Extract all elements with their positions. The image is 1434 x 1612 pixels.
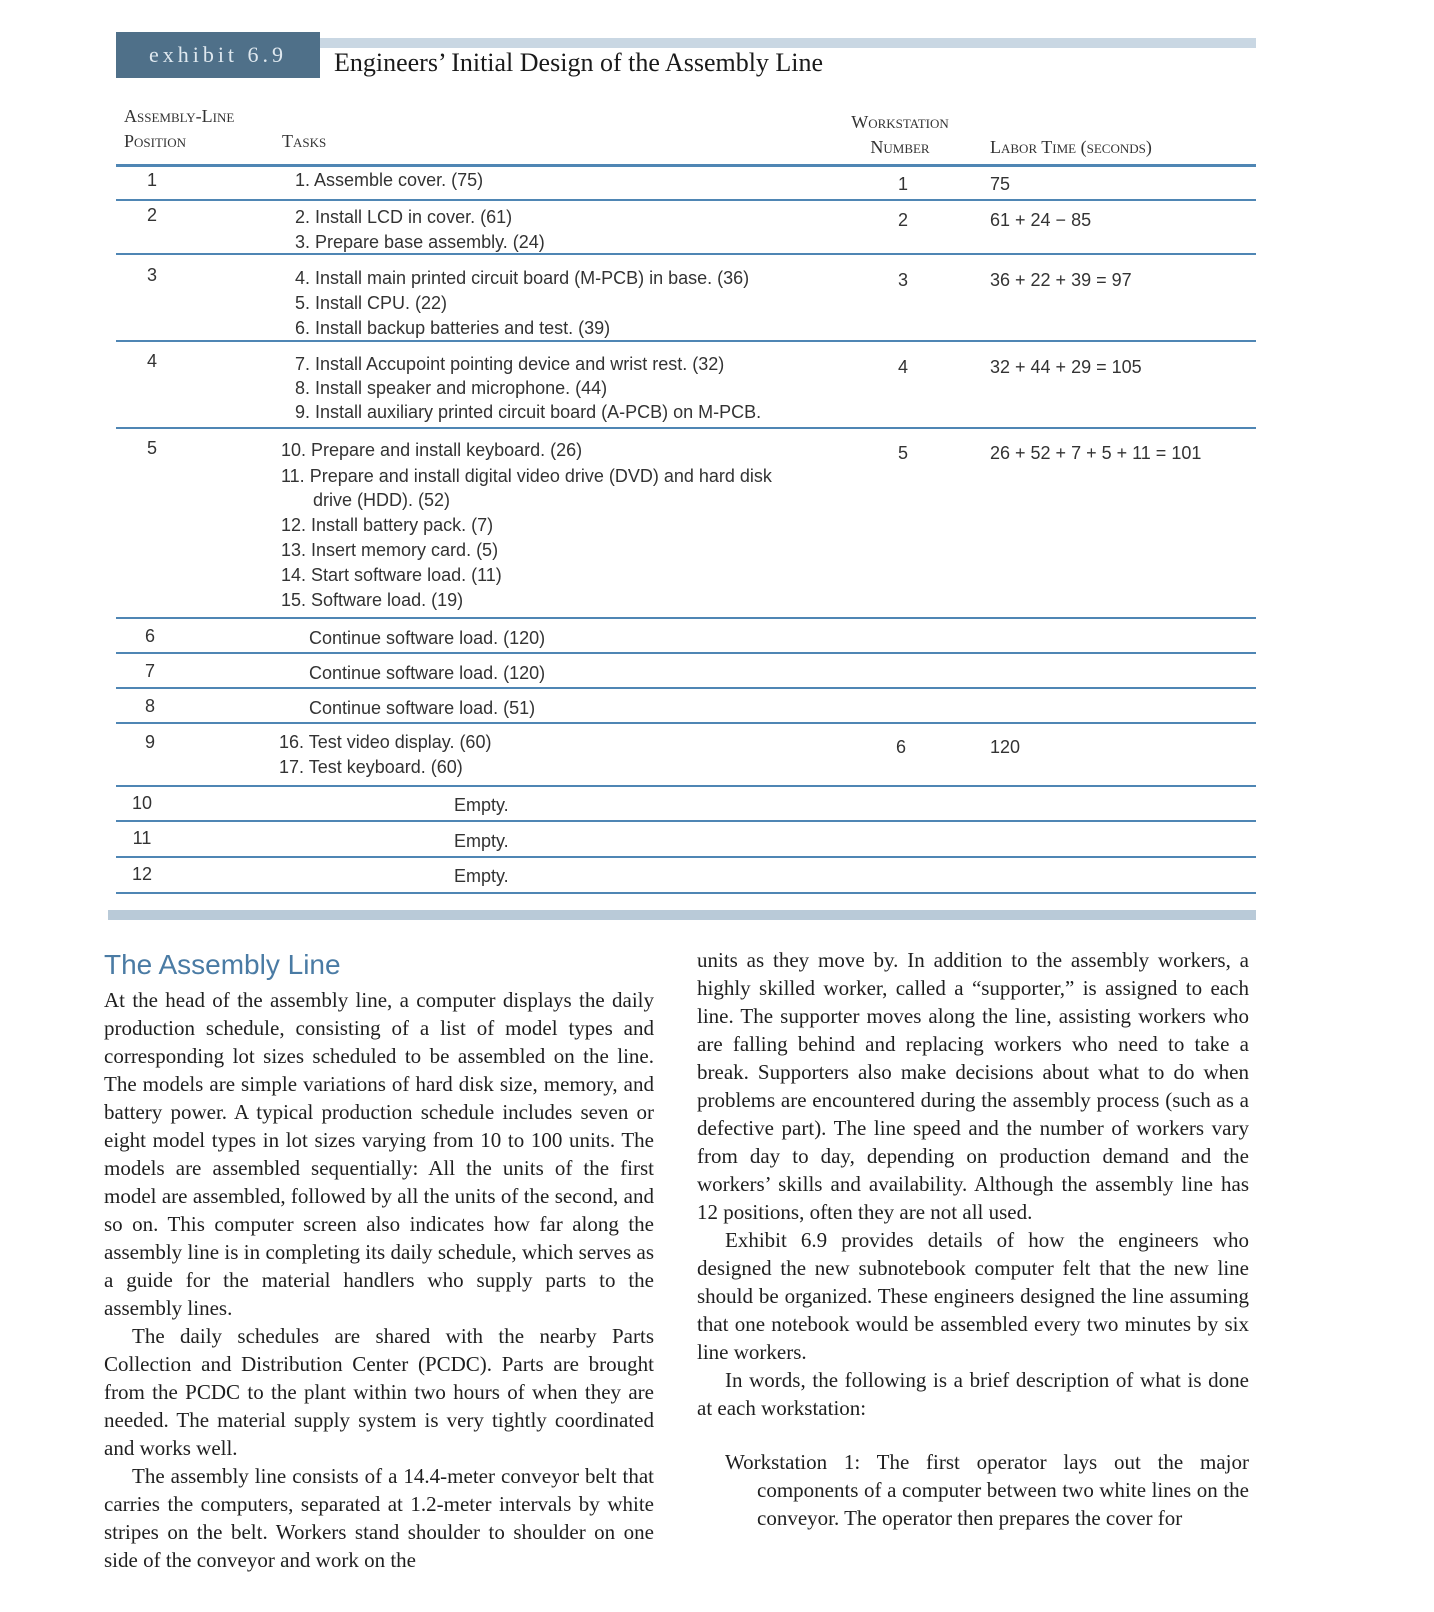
row-task: Empty.	[454, 831, 509, 851]
row-position: 5	[146, 438, 157, 458]
row-task: 12. Install battery pack. (7)	[281, 515, 494, 535]
workstation-description: Workstation 1: The first operator lays out the major components of a computer between two white lines on the conveyor. The operator then prepares the cover for	[725, 1450, 1249, 1530]
row-position: 7	[144, 661, 155, 681]
row-labor: 61 + 24 − 85	[990, 210, 1092, 230]
row-workstation: 5	[897, 443, 908, 463]
row-position: 11	[132, 828, 152, 848]
row-position: 2	[146, 205, 157, 225]
row-position: 8	[144, 696, 155, 716]
row-labor: 32 + 44 + 29 = 105	[990, 357, 1142, 377]
row-task: Empty.	[454, 866, 509, 886]
row-task: 11. Prepare and install digital video drive (DVD) and hard disk	[281, 466, 772, 486]
table-rule	[116, 164, 1256, 167]
row-task: 13. Insert memory card. (5)	[281, 540, 499, 560]
row-position: 6	[144, 626, 155, 646]
paragraph: In words, the following is a brief description of what is done at each workstation:	[697, 1368, 1249, 1420]
row-position: 1	[146, 170, 157, 190]
table-rule	[116, 253, 1256, 255]
row-workstation: 2	[897, 210, 908, 230]
row-task: 5. Install CPU. (22)	[295, 293, 448, 313]
table-rule	[116, 617, 1256, 619]
table-rule	[116, 652, 1256, 654]
row-position: 10	[131, 793, 153, 813]
row-labor: 120	[990, 737, 1021, 757]
row-task: Continue software load. (120)	[309, 628, 546, 648]
row-labor: 26 + 52 + 7 + 5 + 11 = 101	[990, 443, 1202, 463]
row-position: 12	[131, 864, 153, 884]
row-workstation: 6	[895, 737, 906, 757]
row-position: 4	[146, 351, 157, 371]
table-rule	[116, 785, 1256, 787]
header-tasks: Tasks	[282, 131, 327, 151]
paragraph: The daily schedules are shared with the nearby Parts Collection and Distribution Center (PCDC). Parts are brought from the PCDC to the plant within two hours of when they are needed. The material supply system is very tightly coordinated and works well.	[104, 1324, 654, 1460]
table-rule	[116, 687, 1256, 689]
section-heading: The Assembly Line	[104, 949, 341, 980]
paragraph: The assembly line consists of a 14.4-meter conveyor belt that carries the computers, separated at 1.2-meter intervals by white stripes on the belt. Workers stand shoulder to shoulder on one side of the conveyor and work on the	[104, 1464, 654, 1572]
table-rule	[116, 340, 1256, 342]
article-right-column	[697, 946, 1249, 1532]
row-labor: 36 + 22 + 39 = 97	[990, 270, 1132, 290]
row-workstation: 1	[897, 174, 908, 194]
row-position: 9	[144, 732, 155, 752]
row-task: 15. Software load. (19)	[281, 590, 464, 610]
paragraph: Exhibit 6.9 provides details of how the engineers who designed the new subnotebook computer felt that the new line should be organized. These engineers designed the line assuming that one notebook would be assembled every two minutes by six line workers.	[697, 1228, 1249, 1364]
row-task: 8. Install speaker and microphone. (44)	[295, 378, 608, 398]
table-rule	[116, 722, 1256, 724]
article-left-column	[104, 948, 654, 1574]
row-task: 4. Install main printed circuit board (M-PCB) in base. (36)	[295, 268, 750, 288]
table-rule	[116, 427, 1256, 429]
row-task: Continue software load. (120)	[309, 663, 546, 683]
row-task: 16. Test video display. (60)	[279, 732, 492, 752]
row-task: Empty.	[454, 795, 509, 815]
exhibit-title: Engineers’ Initial Design of the Assembly Line	[334, 48, 824, 77]
table-rule	[116, 892, 1256, 894]
table-rule	[116, 820, 1256, 822]
row-task: 14. Start software load. (11)	[281, 565, 502, 585]
table-rule	[116, 856, 1256, 858]
row-task: drive (HDD). (52)	[313, 490, 451, 510]
row-task: 10. Prepare and install keyboard. (26)	[281, 440, 583, 460]
row-workstation: 3	[897, 270, 908, 290]
row-position: 3	[146, 265, 157, 285]
row-workstation: 4	[897, 357, 908, 377]
row-task: 2. Install LCD in cover. (61)	[295, 207, 513, 227]
table-rule	[116, 199, 1256, 201]
row-task: 17. Test keyboard. (60)	[279, 757, 463, 777]
row-task: 3. Prepare base assembly. (24)	[295, 232, 545, 252]
table-bottom-band	[108, 910, 1256, 920]
row-task: 7. Install Accupoint pointing device and wrist rest. (32)	[295, 354, 725, 374]
exhibit-tag: exhibit 6.9	[116, 32, 320, 78]
row-labor: 75	[990, 174, 1011, 194]
row-task: Continue software load. (51)	[309, 698, 536, 718]
row-task: 6. Install backup batteries and test. (39)	[295, 318, 611, 338]
paragraph: At the head of the assembly line, a computer displays the daily production schedule, consisting of a list of model types and corresponding lot sizes scheduled to be assembled on the line. The models are simple variations of hard disk size, memory, and battery power. A typical production schedule includes seven or eight model types in lot sizes varying from 10 to 100 units. The models are assembled sequentially: All the units of the first model are assembled, followed by all the units of the second, and so on. This computer screen also indicates how far along the assembly line is in completing its daily schedule, which serves as a guide for the material handlers who supply parts to the assembly lines.	[104, 988, 654, 1320]
header-labor: Labor Time (seconds)	[990, 137, 1152, 157]
row-task: 1. Assemble cover. (75)	[295, 170, 484, 190]
paragraph: units as they move by. In addition to the assembly workers, a highly skilled worker, called a “supporter,” is assigned to each line. The supporter moves along the line, assisting workers who are falling behind and replacing workers who need to take a break. Supporters also make decisions about what to do when problems are encountered during the assembly process (such as a defective part). The line speed and the number of workers vary from day to day, depending on production demand and the workers’ skills and availability. Although the assembly line has 12 positions, often they are not all used.	[697, 948, 1249, 1224]
header-workstation: Workstation Number	[851, 112, 949, 157]
row-task: 9. Install auxiliary printed circuit board (A-PCB) on M-PCB.	[295, 402, 762, 422]
header-position: Assembly-Line Position	[124, 106, 235, 151]
